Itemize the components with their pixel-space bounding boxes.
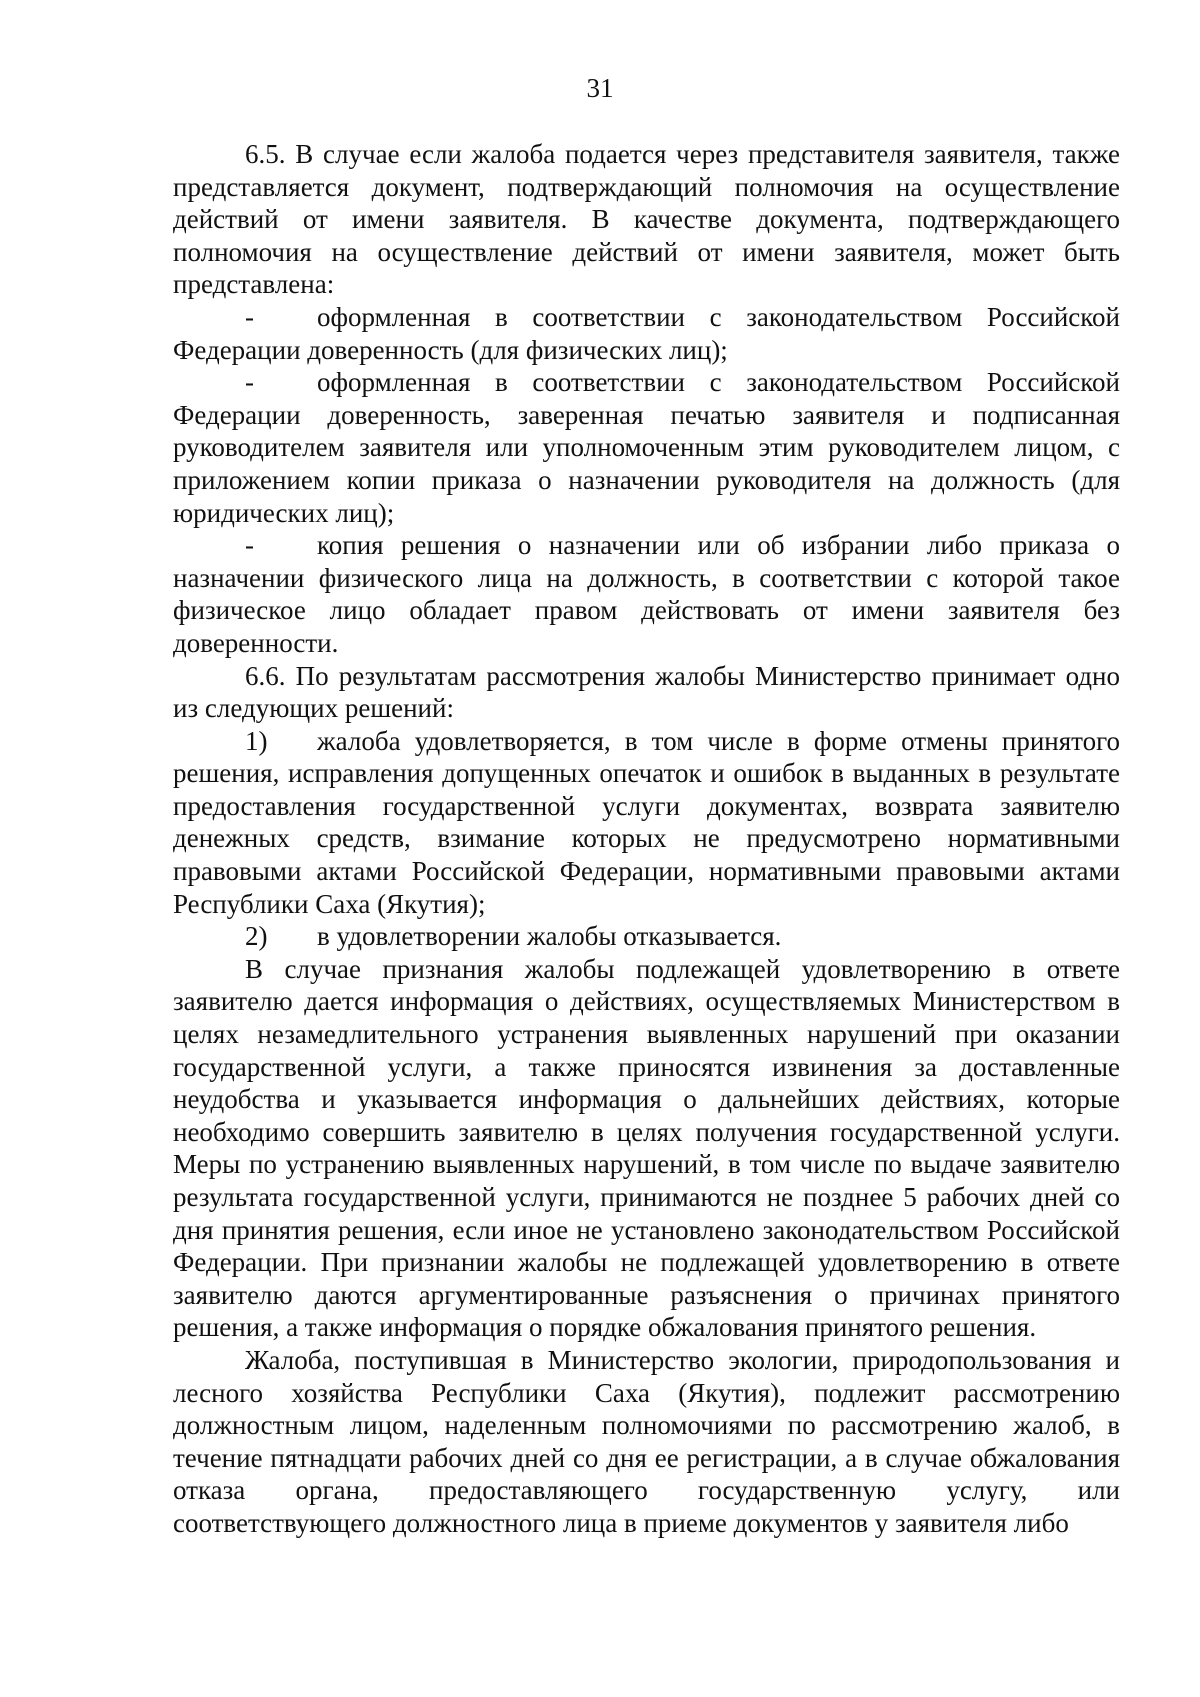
- page-number: 31: [586, 73, 614, 103]
- list-item-numbered-1: [173, 725, 1120, 921]
- paragraph-decision-info: В случае признания жалобы подлежащей удовлетворению в ответе заявителю дается информация о действиях, осуществляемых Министерством в целях незамедлительного устранения выявленных нарушений при оказании государственной услуги, а также приносятся извинения за доставленные неудобства и указывается информация о дальнейших действиях, которые необходимо совершить заявителю в целях получения государственной услуги. Меры по устранению выявленных нарушений, в том числе по выдаче заявителю результата государственной услуги, принимаются не позднее 5 рабочих дней со дня принятия решения, если иное не установлено законодательством Российской Федерации. При признании жалобы не подлежащей удовлетворению в ответе заявителю даются аргументированные разъяснения о причинах принятого решения, а также информация о порядке обжалования принятого решения.: [173, 953, 1120, 1343]
- list-item-numbered-2: [173, 920, 1120, 953]
- paragraph-6-5: 6.5. В случае если жалоба подается через представителя заявителя, также представляется документ, подтверждающий полномочия на осуществление действий от имени заявителя. В качестве документа, подтверждающего полномочия на осуществление действий от имени заявителя, может быть представлена:: [173, 139, 1120, 300]
- list-item-dash-3: [173, 529, 1120, 659]
- list-item-dash-1: [173, 301, 1120, 366]
- paragraph-complaint-review: Жалоба, поступившая в Министерство экологии, природопользования и лесного хозяйства Республики Саха (Якутия), подлежит рассмотрению должностным лицом, наделенным полномочиями по рассмотрению жалоб, в течение пятнадцати рабочих дней со дня ее регистрации, а в случае обжалования отказа органа, предоставляющего государственную услугу, или соответствующего должностного лица в приеме документов у заявителя либо: [173, 1344, 1120, 1538]
- list-marker: -: [245, 301, 254, 332]
- paragraph-6-6: 6.6. По результатам рассмотрения жалобы Министерство принимает одно из следующих решений:: [173, 660, 1120, 724]
- document-body: [173, 138, 1120, 1540]
- list-item-text: оформленная в соответствии с законодательством Российской Федерации доверенность, заверенная печатью заявителя и подписанная руководителем заявителя или уполномоченным этим руководителем лицом, с приложением копии приказа о назначении руководителя на должность (для юридических лиц);: [173, 367, 1120, 528]
- list-item-text: копия решения о назначении или об избрании либо приказа о назначении физического лица на должность, в соответствии с которой такое физическое лицо обладает правом действовать от имени заявителя без доверенности.: [173, 530, 1120, 658]
- list-item-text: жалоба удовлетворяется, в том числе в форме отмены принятого решения, исправления допущенных опечаток и ошибок в выданных в результате предоставления государственной услуги документах, возврата заявителю денежных средств, взимание которых не предусмотрено нормативными правовыми актами Российской Федерации, нормативными правовыми актами Республики Саха (Якутия);: [173, 725, 1120, 919]
- list-marker: -: [245, 530, 254, 561]
- list-marker: 1): [245, 725, 268, 756]
- list-marker: -: [245, 367, 254, 398]
- list-item-text: оформленная в соответствии с законодательством Российской Федерации доверенность (для физических лиц);: [173, 301, 1120, 365]
- list-marker: 2): [245, 921, 268, 952]
- list-item-text: в удовлетворении жалобы отказывается.: [317, 921, 782, 952]
- list-item-dash-2: [173, 366, 1120, 529]
